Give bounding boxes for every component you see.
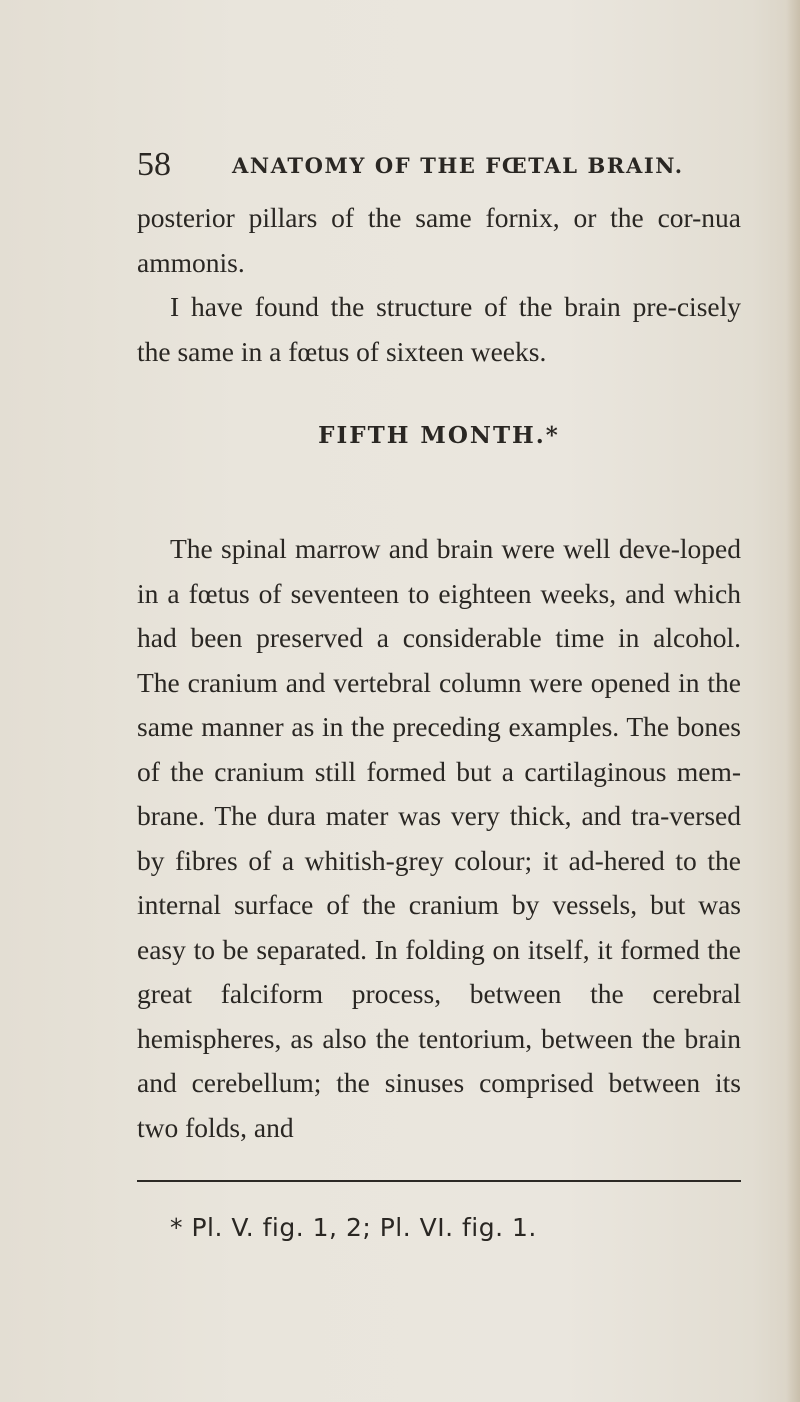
text-column xyxy=(137,0,741,1402)
paragraph-sixteen-weeks: I have found the structure of the brain pre-cisely the same in a fœtus of sixteen weeks. xyxy=(137,291,741,367)
body-paragraph: The spinal marrow and brain were well deve-loped in a fœtus of seventeen to eighteen weeks, and which had been preserved a considerable time in alcohol. The cranium and vertebral column were opened in the same manner as in the preceding examples. The bones of the cranium still formed but a cartilaginous mem-brane. The dura mater was very thick, and tra-versed by fibres of a whitish-grey colour; it ad-hered to the internal surface of the cranium by vessels, but was easy to be separated. In folding on itself, it formed the great falciform process, between the cerebral hemispheres, as also the tentorium, between the brain and cerebellum; the sinuses comprised between its two folds, and xyxy=(137,533,741,1143)
footnote-rule xyxy=(137,1180,741,1182)
page-number: 58 xyxy=(137,146,171,183)
footnote: * Pl. V. fig. 1, 2; Pl. VI. fig. 1. xyxy=(170,1213,537,1242)
page-edge-shadow xyxy=(786,0,800,1402)
section-heading: FIFTH MONTH.* xyxy=(318,422,560,449)
running-title: ANATOMY OF THE FŒTAL BRAIN. xyxy=(232,153,684,178)
continued-paragraph: posterior pillars of the same fornix, or the cor-nua ammonis. xyxy=(137,202,741,278)
opening-text xyxy=(137,196,741,374)
